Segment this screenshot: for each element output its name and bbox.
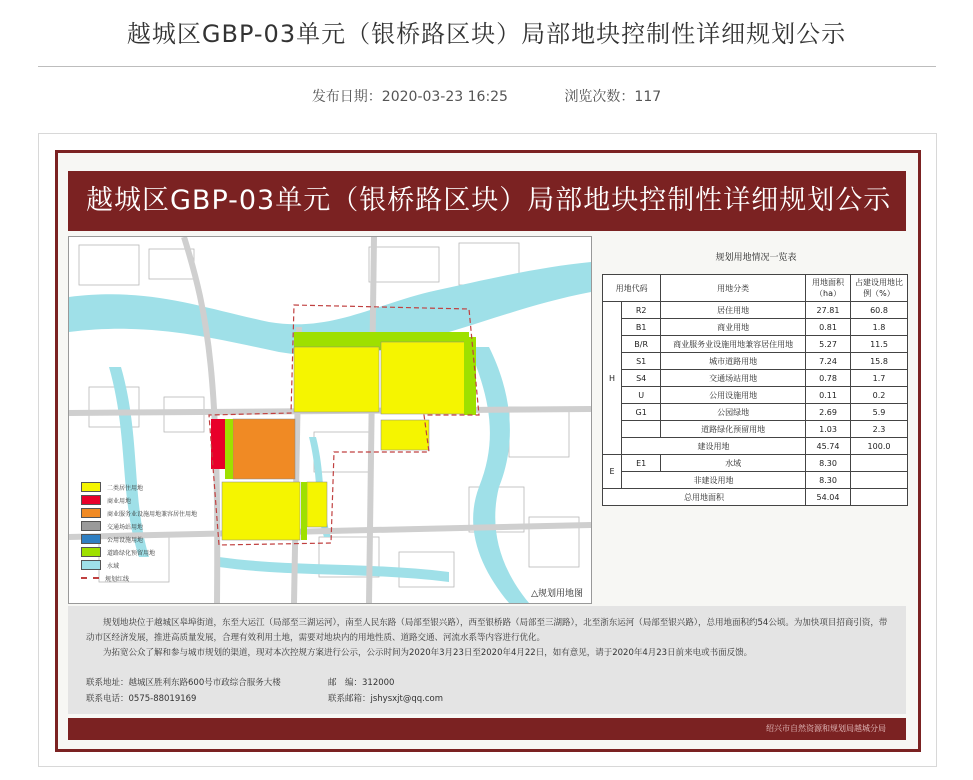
description-paragraph: 规划地块位于越城区皋埠街道，东至大运江（局部至三湖运河），南至人民东路（局部至银兴路），西至银桥路（局部至三湖路），北至浙东运河（局部至银兴路），总用地面积约54公顷。为加快项目招商引资，带动市区经济发展，推进高质量发展，合理有效利用土地，需要对地块内的用地性质、道路交通、河流水系等内容进行优化。 <box>86 618 888 643</box>
parcel-residential-mid <box>381 420 429 450</box>
table-subtotal-row: 非建设用地 8.30 <box>603 472 908 489</box>
parcel-green-s <box>301 482 307 540</box>
footer-agency: 绍兴市自然资源和规划局越城分局 <box>766 724 886 733</box>
parcel-residential-s <box>307 482 327 527</box>
legend-swatch <box>81 547 101 557</box>
land-use-table <box>602 274 908 506</box>
table-row: E E1 水域 8.30 <box>603 455 908 472</box>
table-row: 道路绿化预留用地 1.03 2.3 <box>603 421 908 438</box>
legend-swatch <box>81 577 99 579</box>
legend-item: 商业服务业设施用地兼容居住用地 <box>81 507 191 519</box>
header-ratio: 占建设用地比例（%） <box>851 275 908 302</box>
view-count: 浏览次数：117 <box>564 89 662 105</box>
group-label: H <box>603 302 622 455</box>
title-divider <box>38 66 936 67</box>
header-code: 用地代码 <box>603 275 661 302</box>
header-area: 用地面积（ha） <box>806 275 851 302</box>
legend-swatch <box>81 508 101 518</box>
description-paragraph: 为拓宽公众了解和参与城市规划的渠道，现对本次控规方案进行公示，公示时间为2020年3月23日至2020年4月22日，如有意见，请于2020年4月23日前来电或书面反馈。 <box>103 648 753 658</box>
table-row: G1 公园绿地 2.69 5.9 <box>603 404 908 421</box>
contact-email: 联系邮箱：jshysxjt@qq.com <box>328 694 444 704</box>
table-row: S4 交通场站用地 0.78 1.7 <box>603 370 908 387</box>
table-row: H R2 居住用地 27.81 60.8 <box>603 302 908 319</box>
legend-swatch <box>81 495 101 505</box>
legend-swatch <box>81 482 101 492</box>
contact-address: 联系地址：越城区胜利东路600号市政综合服务大楼 <box>86 678 281 688</box>
table-row: S1 城市道路用地 7.24 15.8 <box>603 353 908 370</box>
legend-item: 道路绿化预留用地 <box>81 546 191 558</box>
contact-postcode: 邮 编：312000 <box>328 678 395 688</box>
map-caption: △规划用地图 <box>531 589 583 599</box>
poster-title: 越城区GBP-03单元（银桥路区块）局部地块控制性详细规划公示 <box>86 185 892 216</box>
header-category: 用地分类 <box>661 275 806 302</box>
parcel-mixed <box>233 419 295 479</box>
land-use-summary <box>598 236 914 602</box>
parcel-green-west <box>225 419 233 479</box>
parcel-green-east <box>464 337 476 415</box>
description-panel <box>68 606 906 714</box>
map-legend <box>81 481 198 585</box>
parcel-residential-sw <box>222 482 300 540</box>
table-title: 规划用地情况一览表 <box>715 253 797 263</box>
table-row: U 公用设施用地 0.11 0.2 <box>603 387 908 404</box>
poster-footer <box>68 718 906 740</box>
land-use-map <box>68 236 592 604</box>
legend-item: 公用设施用地 <box>81 533 191 545</box>
legend-item: 二类居住用地 <box>81 481 191 493</box>
legend-swatch <box>81 560 101 570</box>
contact-phone: 联系电话：0575-88019169 <box>86 694 197 704</box>
table-row: B1 商业用地 0.81 1.8 <box>603 319 908 336</box>
table-subtotal-row: 建设用地 45.74 100.0 <box>603 438 908 455</box>
legend-item: 水域 <box>81 559 191 571</box>
publish-date: 发布日期：2020-03-23 16:25 <box>311 89 508 105</box>
legend-item: 交通场站用地 <box>81 520 191 532</box>
notice-poster <box>55 150 921 752</box>
legend-item: 商业用地 <box>81 494 191 506</box>
parcel-residential-ne <box>381 342 469 414</box>
parcel-residential-nw <box>294 347 379 412</box>
group-label: E <box>603 455 622 489</box>
article-meta <box>0 86 973 106</box>
table-row: B/R 商业服务业设施用地兼容居住用地 5.27 11.5 <box>603 336 908 353</box>
description-text <box>86 616 894 661</box>
legend-swatch <box>81 521 101 531</box>
table-total-row: 总用地面积 54.04 <box>603 489 908 506</box>
table-header-row <box>603 275 908 302</box>
page-title: 越城区GBP-03单元（银桥路区块）局部地块控制性详细规划公示 <box>126 20 847 48</box>
legend-item: 规划红线 <box>81 572 191 584</box>
legend-swatch <box>81 534 101 544</box>
